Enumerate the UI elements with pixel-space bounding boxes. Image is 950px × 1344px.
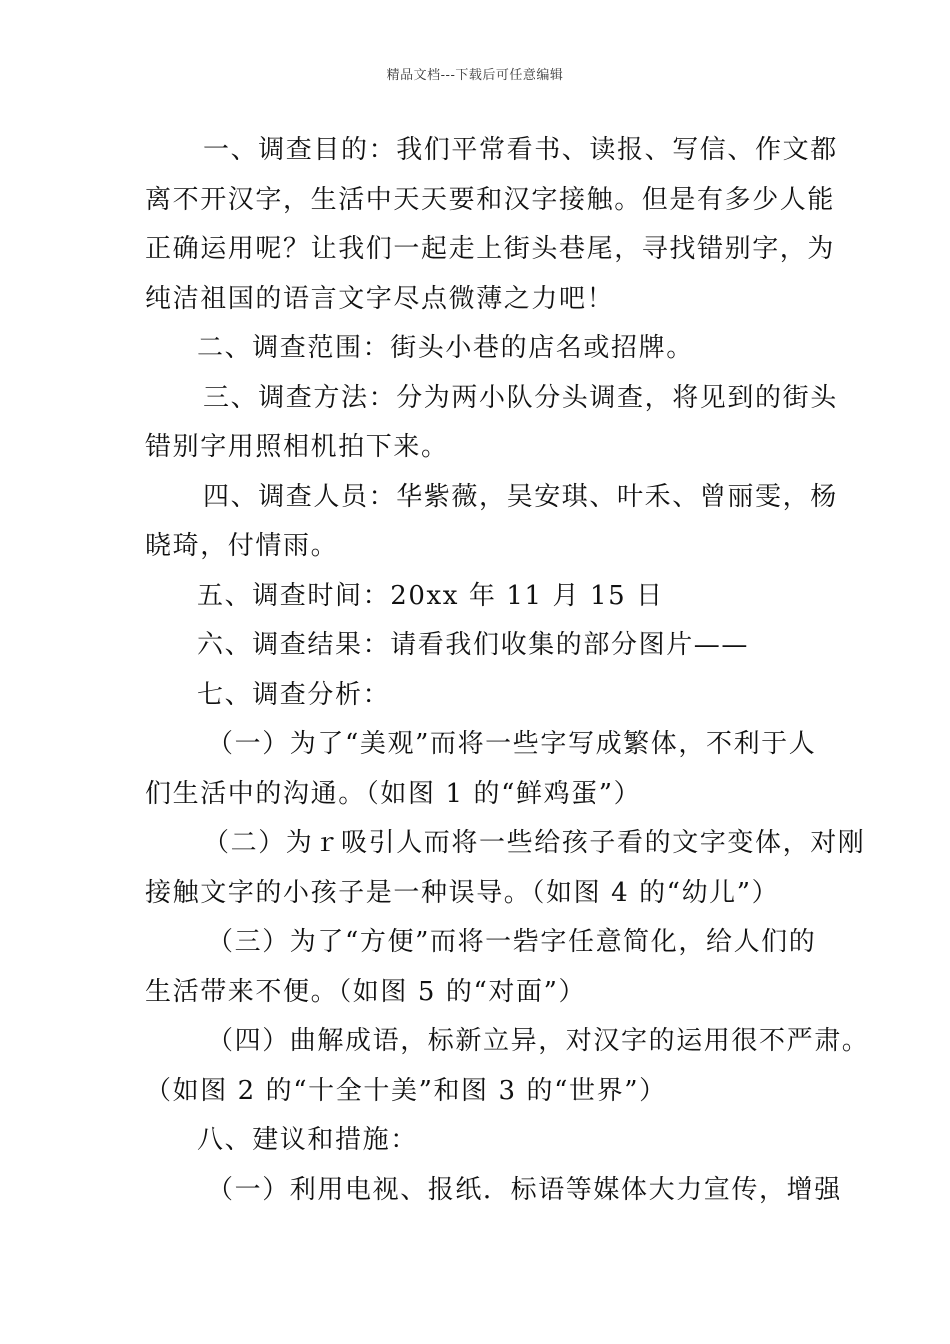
document-body bbox=[145, 126, 870, 1215]
text-line: 一、调查目的：我们平常看书、读报、写信、作文都 bbox=[203, 135, 838, 165]
text-line: 七、调查分析： bbox=[197, 679, 391, 710]
text-line: 离不开汉字，生活中天天要和汉字接触。但是有多少人能 bbox=[145, 184, 836, 215]
text-line: 三、调查方法：分为两小队分头调查，将见到的街头 bbox=[203, 382, 838, 413]
text-line: 纯洁祖国的语言文字尽点微薄之力吧！ bbox=[145, 283, 615, 314]
text-line: 错别字用照相机拍下来。 bbox=[145, 432, 449, 462]
page-header: 精品文档---下载后可任意编辑 bbox=[386, 68, 564, 83]
text-line: 四、调查人员：华紫薇，吴安琪、叶禾、曾丽雯，杨 bbox=[203, 481, 838, 512]
text-line: （二）为ｒ吸引人而将一些给孩子看的文字变体，对刚 bbox=[203, 828, 866, 858]
text-line: （一）为了“美观”而将一些字写成繁体，不利于人 bbox=[207, 729, 817, 759]
text-line: 五、调查时间：20xx 年 11 月 15 日 bbox=[197, 580, 664, 611]
text-line: 正确运用呢？让我们一起走上街头巷尾，寻找错别字，为 bbox=[145, 234, 836, 264]
text-line: （四）曲解成语，标新立异，对汉字的运用很不严肃。 bbox=[207, 1026, 870, 1056]
text-line: （一）利用电视、报纸．标语等媒体大力宣传，增强 bbox=[207, 1174, 842, 1205]
text-line: 八、建议和措施： bbox=[197, 1125, 418, 1155]
text-line: 晓琦，付情雨。 bbox=[145, 531, 339, 561]
text-line: 生活带来不便。（如图 5 的“对面”） bbox=[145, 976, 587, 1007]
text-line: （如图 2 的“十全十美”和图 3 的“世界”） bbox=[145, 1075, 667, 1106]
text-line: 接触文字的小孩子是一种误导。（如图 4 的“幼儿”） bbox=[145, 877, 780, 908]
text-line: 们生活中的沟通。（如图 1 的“鲜鸡蛋”） bbox=[145, 778, 642, 809]
text-line: 六、调查结果：请看我们收集的部分图片—— bbox=[197, 630, 750, 660]
text-line: （三）为了“方便”而将一砦字任意简化，给人们的 bbox=[207, 927, 817, 957]
text-line: 二、调查范围：街头小巷的店名或招牌。 bbox=[197, 333, 694, 363]
